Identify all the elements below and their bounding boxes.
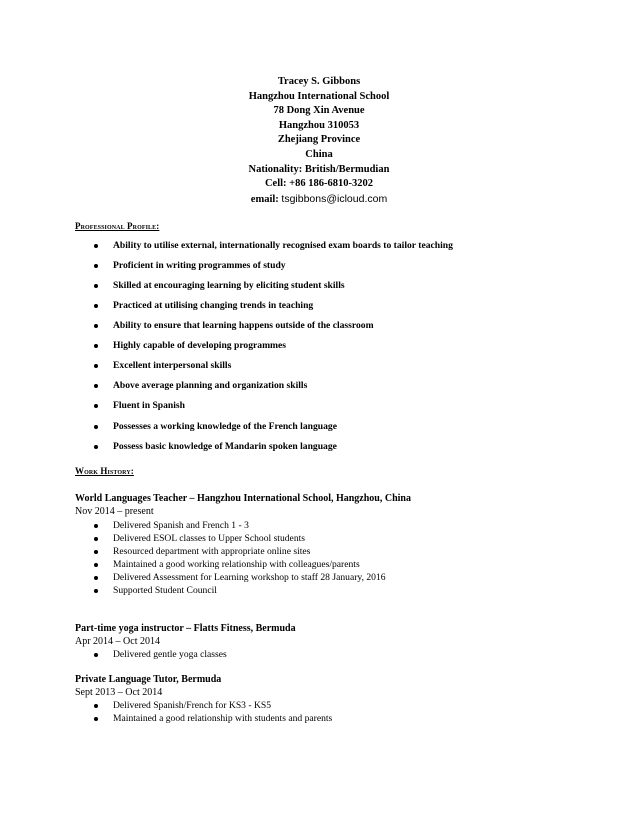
email-label: email: bbox=[250, 193, 279, 205]
email-value: tsgibbons@icloud.com bbox=[281, 192, 388, 205]
city: Hangzhou 310053 bbox=[278, 119, 360, 131]
profile-heading: Professional Profile: bbox=[75, 221, 160, 231]
bullet-icon bbox=[94, 404, 98, 408]
job-dates: Nov 2014 – present bbox=[75, 506, 154, 517]
bullet-icon bbox=[94, 717, 98, 721]
bullet-icon bbox=[94, 576, 98, 580]
job-title: Part-time yoga instructor – Flatts Fitness, Bermuda bbox=[75, 623, 296, 634]
contact-header bbox=[0, 75, 638, 206]
bullet-icon bbox=[94, 704, 98, 708]
bullet-icon bbox=[94, 244, 98, 248]
job-dates: Sept 2013 – Oct 2014 bbox=[75, 687, 163, 698]
job-title: Private Language Tutor, Bermuda bbox=[75, 674, 222, 685]
bullet-icon bbox=[94, 550, 98, 554]
bullet-icon bbox=[94, 304, 98, 308]
bullet-icon bbox=[94, 589, 98, 593]
bullet-icon bbox=[94, 344, 98, 348]
email-line bbox=[0, 192, 638, 207]
nationality: Nationality: British/Bermudian bbox=[248, 163, 390, 175]
bullet-icon bbox=[94, 284, 98, 288]
bullet-icon bbox=[94, 364, 98, 368]
work-history-heading: Work History: bbox=[75, 466, 134, 476]
name: Tracey S. Gibbons bbox=[277, 76, 361, 87]
country: China bbox=[305, 148, 333, 160]
job-dates: Apr 2014 – Oct 2014 bbox=[75, 636, 160, 647]
bullet-icon bbox=[94, 653, 98, 657]
bullet-icon bbox=[94, 425, 98, 429]
cell-phone: Cell: +86 186-6810-3202 bbox=[264, 178, 374, 190]
resume-page: Tracey S. Gibbons Hangzhou International School 78 Dong Xin Avenue Hangzhou 310053 Zhejiang Province China Nationality: British/Bermudian Cell: +86 186-6810-3202 email: tsgibbons@icloud.com Professional Profile: Ability to utilise external, internationally recognised exam boards to tailor teaching Proficient in writing programmes of study Skilled at encouraging learning by eliciting student skills Practiced at utilising changing trends in teaching Ability to ensure that learning happens outside of the classroom Highly capable of developing programmes Excellent interpersonal skills Above average planning and organization skills Fluent in Spanish Possesses a working knowledge of the French language Possess basic knowledge of Mandarin spoken language Work History: World Languages Teacher – Hangzhou International School, Hangzhou, China Nov 2014 – present Delivered Spanish and French 1 - 3 Delivered ESOL classes to Upper School students Resourced department with appropriate online sites Maintained a good working relationship with colleagues/parents Delivered Assessment for Learning workshop to staff 28 January, 2016 Supported Student Council Part-time yoga instructor – Flatts Fitness, Bermuda Apr 2014 – Oct 2014 Delivered gentle yoga classes Private Language Tutor, Bermuda Sept 2013 – Oct 2014 Delivered Spanish/French for KS3 - KS5 Maintained a good relationship with students and parents bbox=[0, 0, 638, 826]
school: Hangzhou International School bbox=[248, 90, 390, 102]
bullet-icon bbox=[94, 324, 98, 328]
bullet-icon bbox=[94, 563, 98, 567]
street: 78 Dong Xin Avenue bbox=[273, 105, 365, 117]
province: Zhejiang Province bbox=[277, 134, 361, 146]
bullet-icon bbox=[94, 264, 98, 268]
job-title: World Languages Teacher – Hangzhou International School, Hangzhou, China bbox=[75, 493, 411, 504]
bullet-icon bbox=[94, 445, 98, 449]
bullet-icon bbox=[94, 537, 98, 541]
bullet-icon bbox=[94, 384, 98, 388]
bullet-icon bbox=[94, 524, 98, 528]
